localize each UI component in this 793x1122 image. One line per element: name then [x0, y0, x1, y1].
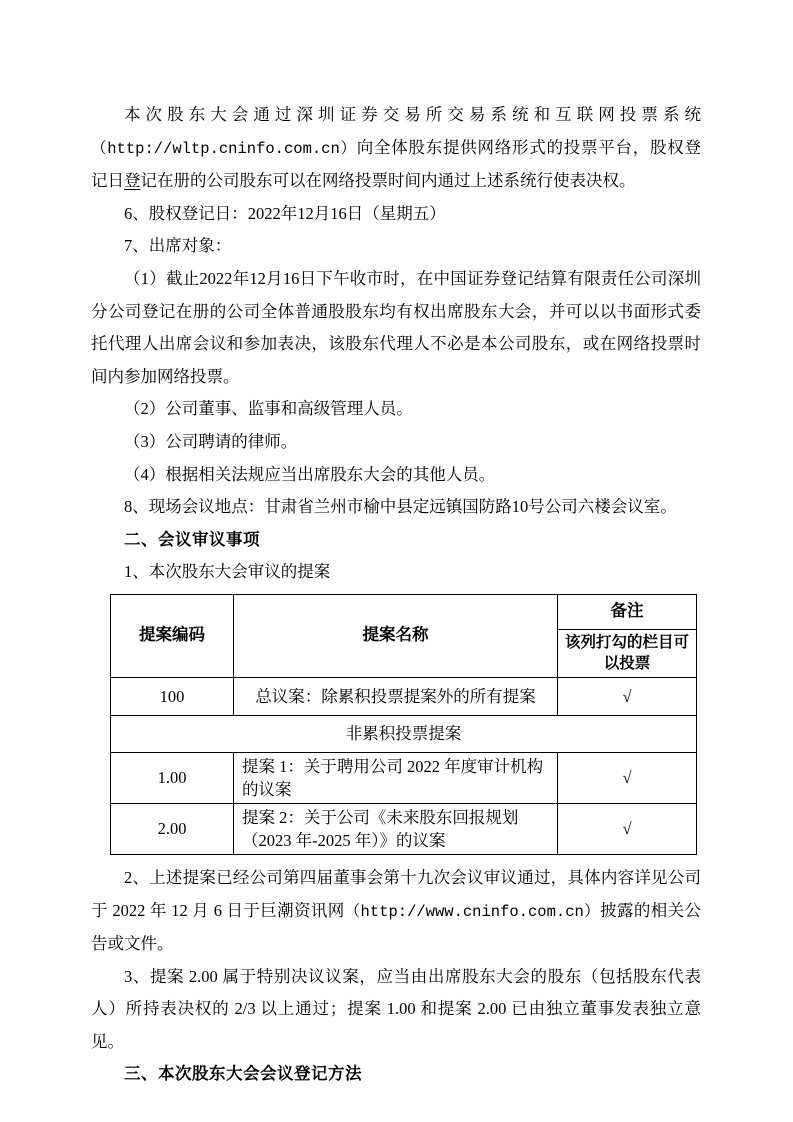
proposal-1-name: 提案 1：关于聘用公司 2022 年度审计机构的议案 [234, 752, 558, 803]
table-header-row-1 [111, 594, 697, 629]
proposal-2-name: 提案 2：关于公司《未来股东回报规划（2023 年-2025 年）》的议案 [234, 803, 558, 854]
non-cumulative-section-label: 非累积投票提案 [111, 715, 697, 752]
table-row-proposal-1 [111, 752, 697, 803]
proposal-1-code: 1.00 [111, 752, 234, 803]
item-record-date: 6、股权登记日：2022年12月16日（星期五） [124, 203, 446, 223]
item-attendees-title: 7、出席对象： [124, 236, 232, 256]
col-header-remark: 备注 [558, 594, 697, 629]
table-row-non-cumulative-section [111, 715, 697, 752]
table-row-proposal-2 [111, 803, 697, 854]
network-voting-underlined-char: 登 [124, 171, 141, 191]
voting-platform-url: （http://wltp.cninfo.com.cn） [91, 139, 357, 158]
general-proposal-checkmark: √ [558, 677, 697, 715]
col-header-proposal-name: 提案名称 [234, 594, 558, 677]
item-venue: 8、现场会议地点：甘肃省兰州市榆中县定远镇国防路10号公司六楼会议室。 [124, 497, 677, 517]
proposal-1-checkmark: √ [558, 752, 697, 803]
section-2-heading: 二、会议审议事项 [124, 530, 260, 549]
item-attendees-2: （2）公司董事、监事和高级管理人员。 [124, 399, 413, 419]
board-approval-text-1: 2、上述提案已经公司第四届董事会第十九次会议审议通过，具体内容详见公司于 2022 年 12 月 6 日于巨潮资讯网 [91, 867, 701, 920]
paragraph-board-approval [91, 862, 701, 961]
proposal-table [110, 594, 697, 855]
section-3-heading: 三、本次股东大会会议登记方法 [124, 1065, 362, 1084]
proposal-2-checkmark: √ [558, 803, 697, 854]
proposal-2-code: 2.00 [111, 803, 234, 854]
item-proposals-intro: 1、本次股东大会审议的提案 [124, 562, 331, 582]
general-proposal-name: 总议案：除累积投票提案外的所有提案 [234, 677, 558, 715]
col-header-proposal-code: 提案编码 [111, 594, 234, 677]
network-voting-text-2: 向全体股东提供网络形式的投票平台，股权登记日 [91, 137, 702, 191]
item-attendees-1: （1）截止2022年12月16日下午收市时，在中国证券登记结算有限责任公司深圳分公司登记在册的公司全体普通股股东均有权出席股东大会，并可以以书面形式委托代理人出席会议和参加表决，该股东代理人不必是本公司股东，或在网络投票时间内参加网络投票。 [91, 268, 701, 386]
network-voting-text-1: 本次股东大会通过深圳证券交易所交易系统和互联网投票系统 [124, 105, 701, 124]
table-row-general-proposal [111, 677, 697, 715]
paragraph-special-resolution: 3、提案 2.00 属于特别决议议案，应当由出席股东大会的股东（包括股东代表人）所持表决权的 2/3 以上通过；提案 1.00 和提案 2.00 已由独立董事发表独立意见。 [91, 966, 701, 1051]
paragraph-network-voting [91, 99, 701, 198]
general-proposal-code: 100 [111, 677, 234, 715]
item-attendees-3: （3）公司聘请的律师。 [124, 431, 298, 451]
cninfo-url: （http://www.cninfo.com.cn） [344, 902, 601, 921]
board-approval-text-2: 披露的相关公告或文件。 [91, 900, 702, 954]
item-attendees-4: （4）根据相关法规应当出席股东大会的其他人员。 [124, 464, 496, 484]
col-header-remark-sub: 该列打勾的栏目可以投票 [558, 629, 697, 677]
network-voting-text-3: 记在册的公司股东可以在网络投票时间内通过上述系统行使表决权。 [140, 171, 636, 191]
